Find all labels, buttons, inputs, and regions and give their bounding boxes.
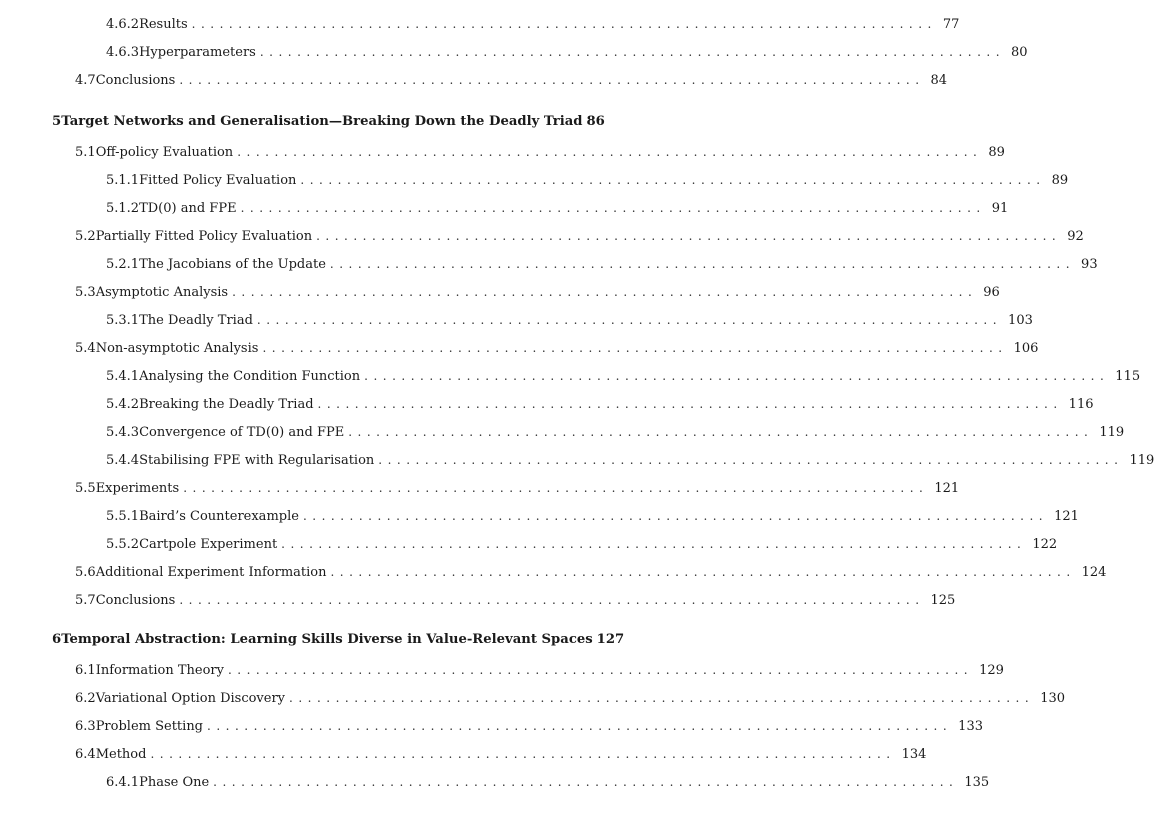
toc-entry[interactable] [0,477,960,499]
toc-chapter-entry[interactable] [0,629,625,651]
dot-leader: ................................................................................ [329,257,1076,271]
dot-leader: ................................................................................ [289,691,1035,705]
entry-title: Hyperparameters [139,42,260,64]
toc-entry[interactable] [0,561,1107,583]
dot-leader: ................................................................................ [378,453,1124,467]
entry-number: 5.2.1 [106,257,140,272]
entry-page: 80 [1011,45,1028,60]
dot-leader: ................................................................................ [227,663,974,677]
entry-number: 5.4.4 [106,453,140,468]
entry-title: Breaking the Deadly Triad [139,394,317,416]
dot-leader: ................................................................................ [256,313,1003,327]
entry-page: 103 [1008,313,1033,328]
entry-page: 125 [930,593,956,608]
entry-number: 6.4 [75,747,96,762]
entry-title: Conclusions [96,70,180,92]
toc-entry[interactable] [0,365,1141,387]
entry-page: 84 [930,73,948,88]
dot-leader: ................................................................................ [179,593,925,607]
dot-leader: ................................................................................ [364,369,1110,383]
entry-title: Non-asymptotic Analysis [96,338,263,360]
entry-page: 119 [1129,453,1154,468]
chapter-title: Temporal Abstraction: Learning Skills Diverse in Value-Relevant Spaces [61,629,596,651]
entry-title: Fitted Policy Evaluation [139,170,300,192]
entry-page: 129 [979,663,1004,678]
entry-page: 96 [983,285,1000,300]
dot-leader: ................................................................................ [262,341,1008,355]
toc-entry[interactable] [0,13,960,35]
entry-page: 134 [901,747,927,762]
entry-title: Analysing the Condition Function [139,366,364,388]
toc-entry[interactable] [0,687,1066,709]
dot-leader: ................................................................................ [302,509,1049,523]
entry-title: Partially Fitted Policy Evaluation [96,226,316,248]
toc-entry[interactable] [0,449,1154,471]
dot-leader: ................................................................................ [213,775,959,789]
entry-title: Method [96,744,151,766]
entry-title: Asymptotic Analysis [96,282,232,304]
entry-title: The Deadly Triad [139,310,257,332]
dot-leader: ................................................................................ [237,145,983,159]
chapter-page: 86 [586,114,605,129]
toc-chapter-entry[interactable] [0,111,605,133]
dot-leader: ................................................................................ [207,719,953,733]
chapter-number: 5 [52,114,62,129]
toc-entry[interactable] [0,253,1098,275]
dot-leader: ................................................................................ [232,285,978,299]
entry-page: 116 [1068,397,1094,412]
entry-number: 5.3 [75,285,96,300]
entry-title: TD(0) and FPE [139,198,240,220]
entry-number: 6.4.1 [106,775,140,790]
entry-number: 5.5.2 [106,537,140,552]
entry-number: 5.4.2 [106,397,140,412]
chapter-page: 127 [596,632,625,647]
toc-entry[interactable] [0,421,1125,443]
entry-page: 89 [988,145,1005,160]
toc-entry[interactable] [0,225,1084,247]
entry-title: Information Theory [96,660,228,682]
entry-number: 6.3 [75,719,96,734]
chapter-title: Target Networks and Generalisation—Breaking Down the Deadly Triad [61,111,586,133]
entry-number: 5.1 [75,145,96,160]
dot-leader: ................................................................................ [300,173,1046,187]
chapter-number: 6 [52,632,62,647]
entry-number: 5.5 [75,481,96,496]
entry-title: Cartpole Experiment [139,534,281,556]
dot-leader: ................................................................................ [150,747,896,761]
entry-page: 92 [1067,229,1084,244]
entry-title: Results [139,14,192,36]
entry-title: Experiments [96,478,184,500]
entry-title: Off-policy Evaluation [96,142,238,164]
entry-number: 5.3.1 [106,313,140,328]
entry-title: Phase One [139,772,213,794]
entry-page: 89 [1051,173,1069,188]
toc-entry[interactable] [0,281,1000,303]
entry-page: 124 [1081,565,1107,580]
entry-number: 5.7 [75,593,96,608]
entry-number: 4.6.2 [106,17,140,32]
entry-number: 5.5.1 [106,509,140,524]
entry-number: 5.4.1 [106,369,140,384]
dot-leader: ................................................................................ [348,425,1094,439]
entry-page: 121 [1054,509,1079,524]
entry-number: 5.6 [75,565,96,580]
entry-page: 119 [1099,425,1125,440]
toc-entry[interactable] [0,309,1033,331]
toc-entry[interactable] [0,771,990,793]
entry-number: 5.4 [75,341,96,356]
entry-number: 5.1.2 [106,201,140,216]
toc-entry[interactable] [0,505,1079,527]
toc-entry[interactable] [0,197,1009,219]
entry-page: 77 [942,17,960,32]
toc-entry[interactable] [0,715,983,737]
entry-title: The Jacobians of the Update [139,254,330,276]
entry-page: 93 [1081,257,1098,272]
entry-title: Baird’s Counterexample [139,506,303,528]
entry-number: 4.6.3 [106,45,140,60]
dot-leader: ................................................................................ [183,481,929,495]
entry-title: Problem Setting [96,716,207,738]
entry-page: 130 [1040,691,1066,706]
entry-number: 4.7 [75,73,96,88]
entry-page: 115 [1115,369,1141,384]
dot-leader: ................................................................................ [240,201,986,215]
toc-entry[interactable] [0,659,1004,681]
entry-page: 106 [1013,341,1039,356]
entry-number: 6.1 [75,663,96,678]
entry-title: Convergence of TD(0) and FPE [139,422,348,444]
toc-entry[interactable] [0,743,927,765]
toc-entry[interactable] [0,533,1058,555]
toc-entry[interactable] [0,337,1039,359]
entry-number: 6.2 [75,691,96,706]
dot-leader: ................................................................................ [281,537,1027,551]
toc-entry[interactable] [0,589,956,611]
toc-entry[interactable] [0,169,1069,191]
toc-entry[interactable] [0,69,948,91]
entry-title: Additional Experiment Information [96,562,331,584]
toc-entry[interactable] [0,393,1094,415]
entry-page: 121 [934,481,960,496]
dot-leader: ................................................................................ [330,565,1076,579]
toc-entry[interactable] [0,141,1005,163]
toc-entry[interactable] [0,41,1028,63]
dot-leader: ................................................................................ [191,17,937,31]
entry-page: 122 [1032,537,1058,552]
dot-leader: ................................................................................ [259,45,1006,59]
entry-number: 5.2 [75,229,96,244]
entry-page: 91 [991,201,1009,216]
dot-leader: ................................................................................ [316,229,1062,243]
entry-number: 5.4.3 [106,425,140,440]
entry-title: Variational Option Discovery [96,688,289,710]
entry-page: 135 [964,775,990,790]
dot-leader: ................................................................................ [317,397,1063,411]
entry-number: 5.1.1 [106,173,140,188]
entry-title: Conclusions [96,590,180,612]
dot-leader: ................................................................................ [179,73,925,87]
entry-title: Stabilising FPE with Regularisation [139,450,378,472]
entry-page: 133 [958,719,983,734]
